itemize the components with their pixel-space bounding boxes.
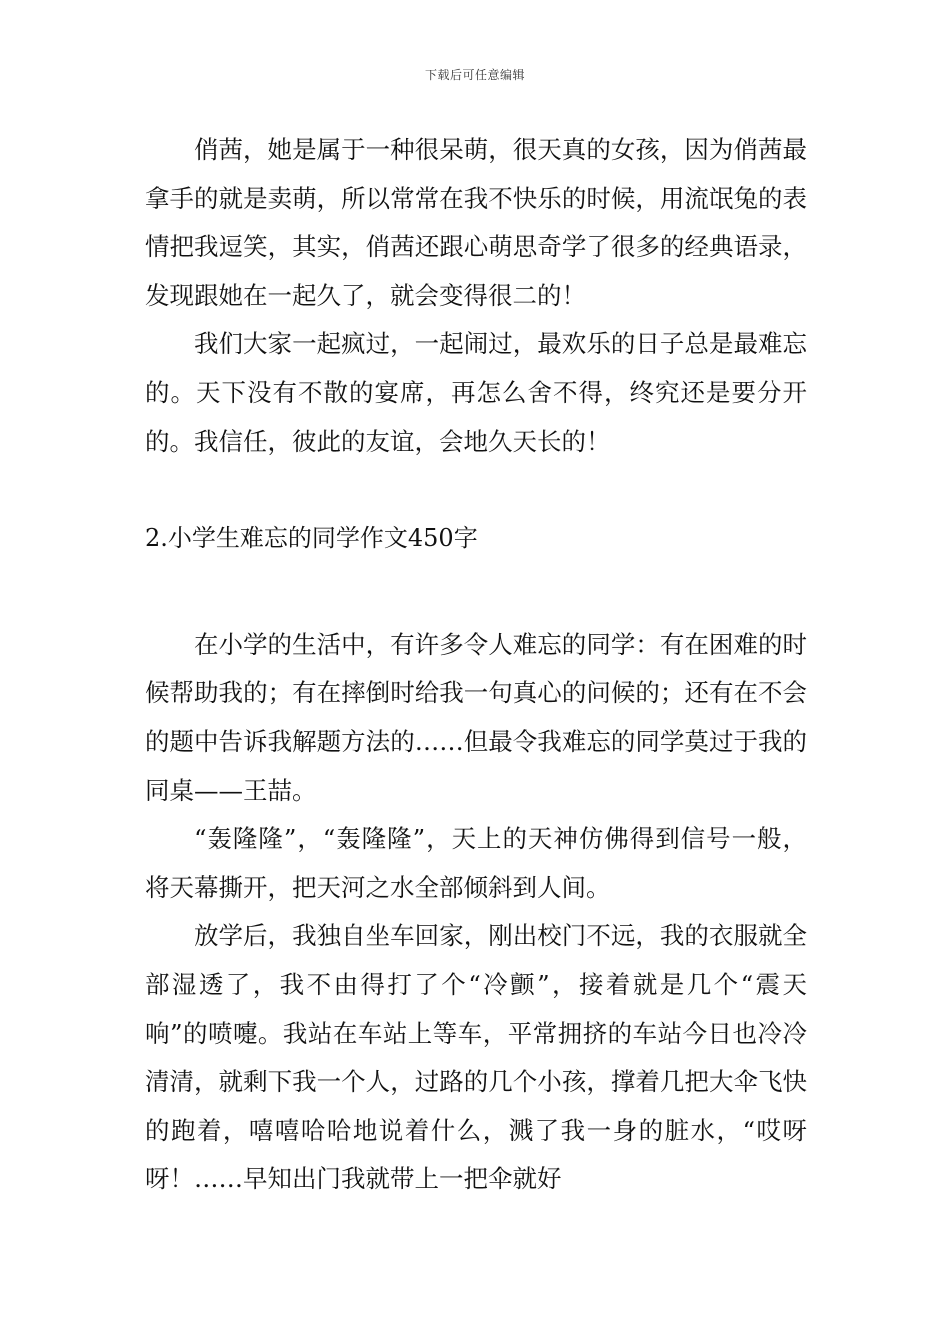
paragraph: 俏茜，她是属于一种很呆萌，很天真的女孩，因为俏茜最拿手的就是卖萌，所以常常在我不快乐的时候，用流氓兔的表情把我逗笑，其实，俏茜还跟心萌思奇学了很多的经典语录，发现跟她在一起久了，就会变得很二的！: [145, 135, 807, 310]
paragraph: “轰隆隆”，“轰隆隆”，天上的天神仿佛得到信号一般，将天幕撕开，把天河之水全部倾斜到人间。: [145, 824, 807, 902]
spacer: [145, 466, 807, 514]
section-heading: 2.小学生难忘的同学作文450字: [145, 524, 478, 553]
paragraph: 我们大家一起疯过，一起闹过，最欢乐的日子总是最难忘的。天下没有不散的宴席，再怎么舍不得，终究还是要分开的。我信任，彼此的友谊，会地久天长的！: [145, 329, 807, 456]
spacer: [145, 563, 807, 621]
paragraph: 在小学的生活中，有许多令人难忘的同学：有在困难的时候帮助我的；有在摔倒时给我一句真心的问候的；还有在不会的题中告诉我解题方法的……但最令我难忘的同学莫过于我的同桌——王喆。: [145, 629, 807, 805]
paragraph: 放学后，我独自坐车回家，刚出校门不远，我的衣服就全部湿透了，我不由得打了个“冷颤”，接着就是几个“震天响”的喷嚏。我站在车站上等车，平常拥挤的车站今日也冷冷清清，就剩下我一个人，过路的几个小孩，撑着几把大伞飞快的跑着，嘻嘻哈哈地说着什么，溅了我一身的脏水，“哎呀呀！……早知出门我就带上一把伞就好: [145, 921, 807, 1194]
page-header: 下载后可任意编辑: [424, 68, 525, 82]
document-body: [145, 126, 807, 1204]
